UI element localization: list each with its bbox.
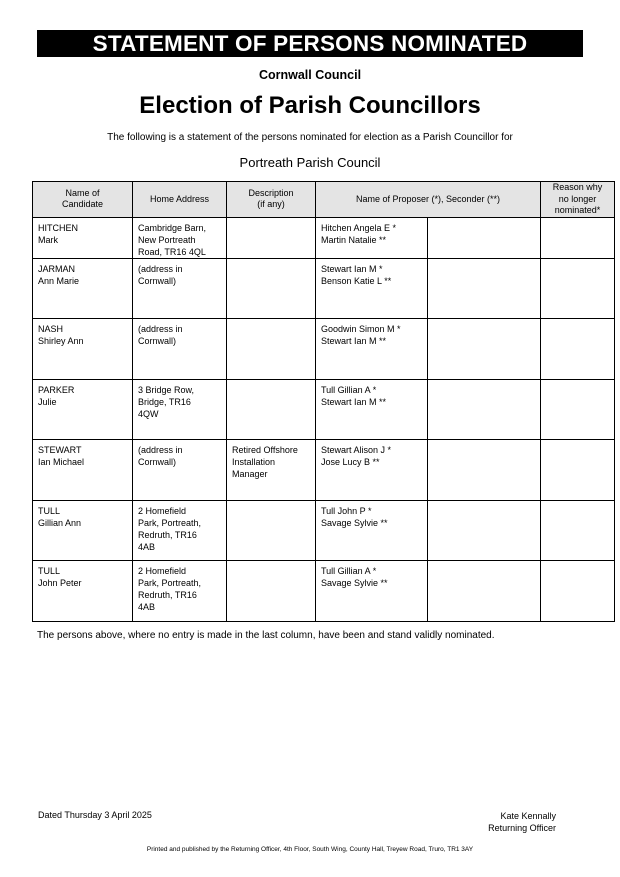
- reason-cell: [541, 217, 615, 258]
- address-line: 2 Homefield: [138, 566, 187, 576]
- header-reason: Reason why no longer nominated*: [541, 182, 615, 218]
- proposer-cell: [316, 319, 428, 380]
- address-cell: [133, 379, 227, 440]
- reason-cell: [541, 440, 615, 501]
- proposer-name: Tull John P *: [321, 505, 372, 516]
- proposer-cell: [316, 217, 428, 258]
- description-line: Manager: [232, 469, 268, 479]
- dated-line: Dated Thursday 3 April 2025: [38, 810, 152, 820]
- candidate-surname: TULL: [38, 505, 61, 516]
- candidate-forenames: Shirley Ann: [38, 336, 84, 346]
- description-cell: [227, 217, 316, 258]
- address-line: 3 Bridge Row,: [138, 384, 195, 395]
- candidate-forenames: John Peter: [38, 578, 82, 588]
- description-cell: [227, 500, 316, 561]
- candidate-forenames: Mark: [38, 234, 58, 245]
- election-title: Election of Parish Councillors: [139, 92, 481, 119]
- candidate-forenames: Ian Michael: [38, 457, 85, 467]
- address-line: 4AB: [138, 541, 156, 552]
- description-cell: [227, 561, 316, 622]
- candidate-surname: NASH: [38, 324, 64, 334]
- address-cell: [133, 217, 227, 258]
- table-row: [33, 319, 615, 380]
- address-line: Park, Portreath,: [138, 578, 202, 588]
- address-line: Cornwall): [138, 275, 177, 286]
- table-row: [33, 440, 615, 501]
- candidate-surname: STEWART: [38, 445, 82, 455]
- description-cell: [227, 258, 316, 319]
- table-row: [33, 561, 615, 622]
- description-cell: [227, 319, 316, 380]
- table-row: [33, 379, 615, 440]
- header-candidate-name: Name of Candidate: [33, 182, 133, 218]
- officer-title: Returning Officer: [488, 823, 556, 833]
- proposer-extra-cell: [428, 379, 541, 440]
- candidate-forenames: Julie: [38, 396, 57, 407]
- candidate-surname: TULL: [38, 566, 61, 576]
- address-line: Cornwall): [138, 457, 177, 467]
- reason-cell: [541, 258, 615, 319]
- candidate-surname: HITCHEN: [38, 222, 78, 233]
- council-name: Cornwall Council: [258, 68, 362, 82]
- candidate-cell: [33, 379, 133, 440]
- address-line: Bridge, TR16: [138, 396, 191, 407]
- address-line: New Portreath: [138, 234, 196, 245]
- proposer-extra-cell: [428, 500, 541, 561]
- address-line: Cornwall): [138, 336, 177, 346]
- candidate-cell: [33, 561, 133, 622]
- returning-officer-block: [460, 810, 556, 834]
- candidate-cell: [33, 217, 133, 258]
- seconder-name: Savage Sylvie **: [321, 578, 388, 588]
- candidate-forenames: Gillian Ann: [38, 517, 82, 528]
- proposer-cell: [316, 379, 428, 440]
- candidate-cell: [33, 319, 133, 380]
- header-proposer-seconder: Name of Proposer (*), Seconder (**): [316, 182, 541, 218]
- proposer-name: Hitchen Angela E *: [321, 222, 397, 233]
- description-cell: [227, 379, 316, 440]
- seconder-name: Jose Lucy B **: [321, 457, 380, 467]
- description-cell: [227, 440, 316, 501]
- proposer-name: Stewart Alison J *: [321, 445, 392, 455]
- address-line: 4QW: [138, 408, 159, 419]
- candidate-cell: [33, 500, 133, 561]
- candidate-forenames: Ann Marie: [38, 275, 80, 286]
- table-header-row: [33, 182, 615, 218]
- reason-cell: [541, 379, 615, 440]
- seconder-name: Benson Katie L **: [321, 275, 392, 286]
- proposer-name: Goodwin Simon M *: [321, 324, 401, 334]
- table-row: [33, 258, 615, 319]
- seconder-name: Stewart Ian M **: [321, 336, 387, 346]
- reason-cell: [541, 319, 615, 380]
- address-line: (address in: [138, 263, 183, 274]
- address-line: Redruth, TR16: [138, 529, 197, 540]
- proposer-extra-cell: [428, 561, 541, 622]
- seconder-name: Savage Sylvie **: [321, 517, 388, 528]
- reason-cell: [541, 500, 615, 561]
- seconder-name: Martin Natalie **: [321, 234, 387, 245]
- candidate-cell: [33, 258, 133, 319]
- proposer-cell: [316, 561, 428, 622]
- intro-text: The following is a statement of the persons nominated for election as a Parish Councillor for: [107, 132, 513, 143]
- seconder-name: Stewart Ian M **: [321, 396, 387, 407]
- description-line: Installation: [232, 457, 276, 467]
- candidate-surname: JARMAN: [38, 263, 76, 274]
- address-cell: [133, 258, 227, 319]
- proposer-name: Tull Gillian A *: [321, 384, 377, 395]
- address-line: (address in: [138, 445, 183, 455]
- address-cell: [133, 500, 227, 561]
- nominations-table: [32, 181, 615, 622]
- description-line: Retired Offshore: [232, 445, 298, 455]
- candidate-cell: [33, 440, 133, 501]
- address-line: (address in: [138, 324, 183, 334]
- proposer-name: Tull Gillian A *: [321, 566, 377, 576]
- validity-note: The persons above, where no entry is made in the last column, have been and stand validly nominated.: [37, 630, 495, 641]
- officer-name: Kate Kennally: [500, 811, 556, 821]
- address-cell: [133, 561, 227, 622]
- candidate-surname: PARKER: [38, 384, 75, 395]
- parish-name: Portreath Parish Council: [239, 155, 381, 170]
- address-line: 4AB: [138, 602, 156, 612]
- address-cell: [133, 440, 227, 501]
- address-cell: [133, 319, 227, 380]
- proposer-name: Stewart Ian M *: [321, 263, 383, 274]
- table-row: [33, 500, 615, 561]
- address-line: Road, TR16 4QL: [138, 246, 206, 257]
- proposer-cell: [316, 500, 428, 561]
- reason-cell: [541, 561, 615, 622]
- header-description: Description (if any): [227, 182, 316, 218]
- proposer-extra-cell: [428, 258, 541, 319]
- address-line: 2 Homefield: [138, 505, 187, 516]
- proposer-extra-cell: [428, 319, 541, 380]
- proposer-cell: [316, 258, 428, 319]
- document-banner: STATEMENT OF PERSONS NOMINATED: [37, 30, 583, 57]
- header-home-address: Home Address: [133, 182, 227, 218]
- address-line: Redruth, TR16: [138, 590, 197, 600]
- imprint-line: Printed and published by the Returning Officer, 4th Floor, South Wing, County Hall, Treyew Road, Truro, TR1 3AY: [146, 846, 474, 853]
- table-row: [33, 217, 615, 258]
- proposer-extra-cell: [428, 440, 541, 501]
- address-line: Cambridge Barn,: [138, 222, 207, 233]
- proposer-cell: [316, 440, 428, 501]
- address-line: Park, Portreath,: [138, 517, 202, 528]
- proposer-extra-cell: [428, 217, 541, 258]
